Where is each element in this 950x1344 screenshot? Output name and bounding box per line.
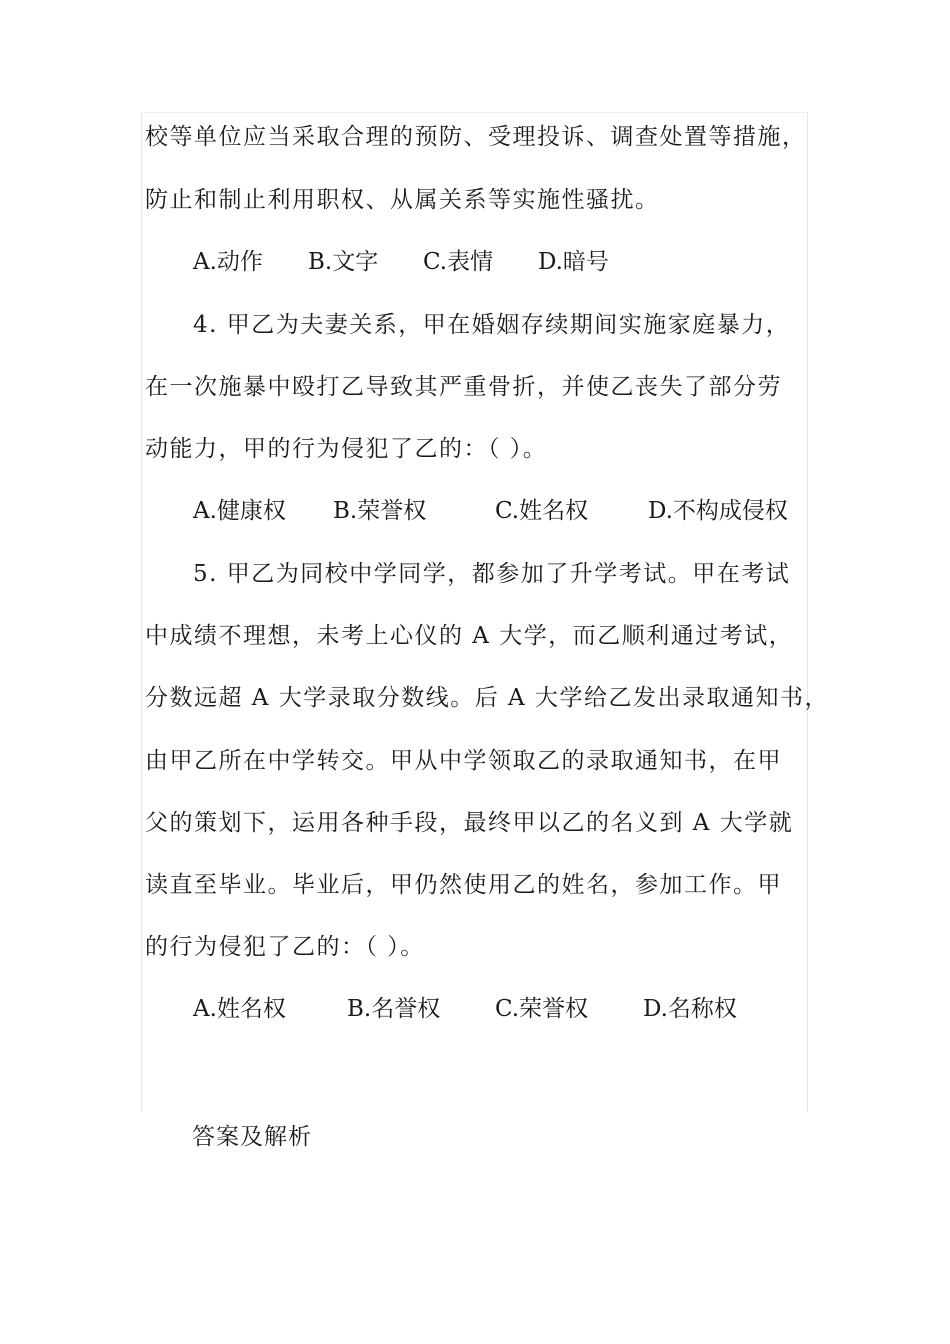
q4-line: 4. 甲乙为夫妻关系，甲在婚姻存续期间实施家庭暴力， <box>193 312 791 338</box>
q5-line: 由甲乙所在中学转交。甲从中学领取乙的录取通知书，在甲 <box>145 748 782 774</box>
q5-line: 父的策划下，运用各种手段，最终甲以乙的名义到 A 大学就 <box>145 810 794 836</box>
q3-option-b[interactable]: B.文字 <box>308 249 379 275</box>
q3-option-d[interactable]: D.暗号 <box>538 249 609 275</box>
q5-option-c[interactable]: C.荣誉权 <box>495 996 589 1022</box>
q4-option-a[interactable]: A.健康权 <box>193 498 286 524</box>
q4-line: 在一次施暴中殴打乙导致其严重骨折，并使乙丧失了部分劳 <box>145 374 782 400</box>
q5-line: 5. 甲乙为同校中学同学，都参加了升学考试。甲在考试 <box>193 561 791 587</box>
q5-option-a[interactable]: A.姓名权 <box>193 996 286 1022</box>
q5-line: 读直至毕业。毕业后，甲仍然使用乙的姓名，参加工作。甲 <box>145 872 782 898</box>
answer-heading: 答案及解析 <box>192 1124 312 1150</box>
q3-option-a[interactable]: A.动作 <box>193 249 263 275</box>
q4-option-c[interactable]: C.姓名权 <box>495 498 589 524</box>
q4-line: 动能力，甲的行为侵犯了乙的：（ ）。 <box>145 436 548 462</box>
q5-option-d[interactable]: D.名称权 <box>643 996 737 1022</box>
q5-line: 的行为侵犯了乙的：（ ）。 <box>145 934 425 960</box>
text-line: 防止和制止利用职权、从属关系等实施性骚扰。 <box>145 187 660 213</box>
q4-option-b[interactable]: B.荣誉权 <box>333 498 427 524</box>
q4-option-d[interactable]: D.不构成侵权 <box>648 498 788 524</box>
q5-line: 分数远超 A 大学录取分数线。后 A 大学给乙发出录取通知书， <box>145 685 829 711</box>
text-line: 校等单位应当采取合理的预防、受理投诉、调查处置等措施， <box>145 124 807 150</box>
q5-option-b[interactable]: B.名誉权 <box>347 996 441 1022</box>
q3-option-c[interactable]: C.表情 <box>423 249 494 275</box>
q5-line: 中成绩不理想，未考上心仪的 A 大学，而乙顺利通过考试， <box>145 623 794 649</box>
